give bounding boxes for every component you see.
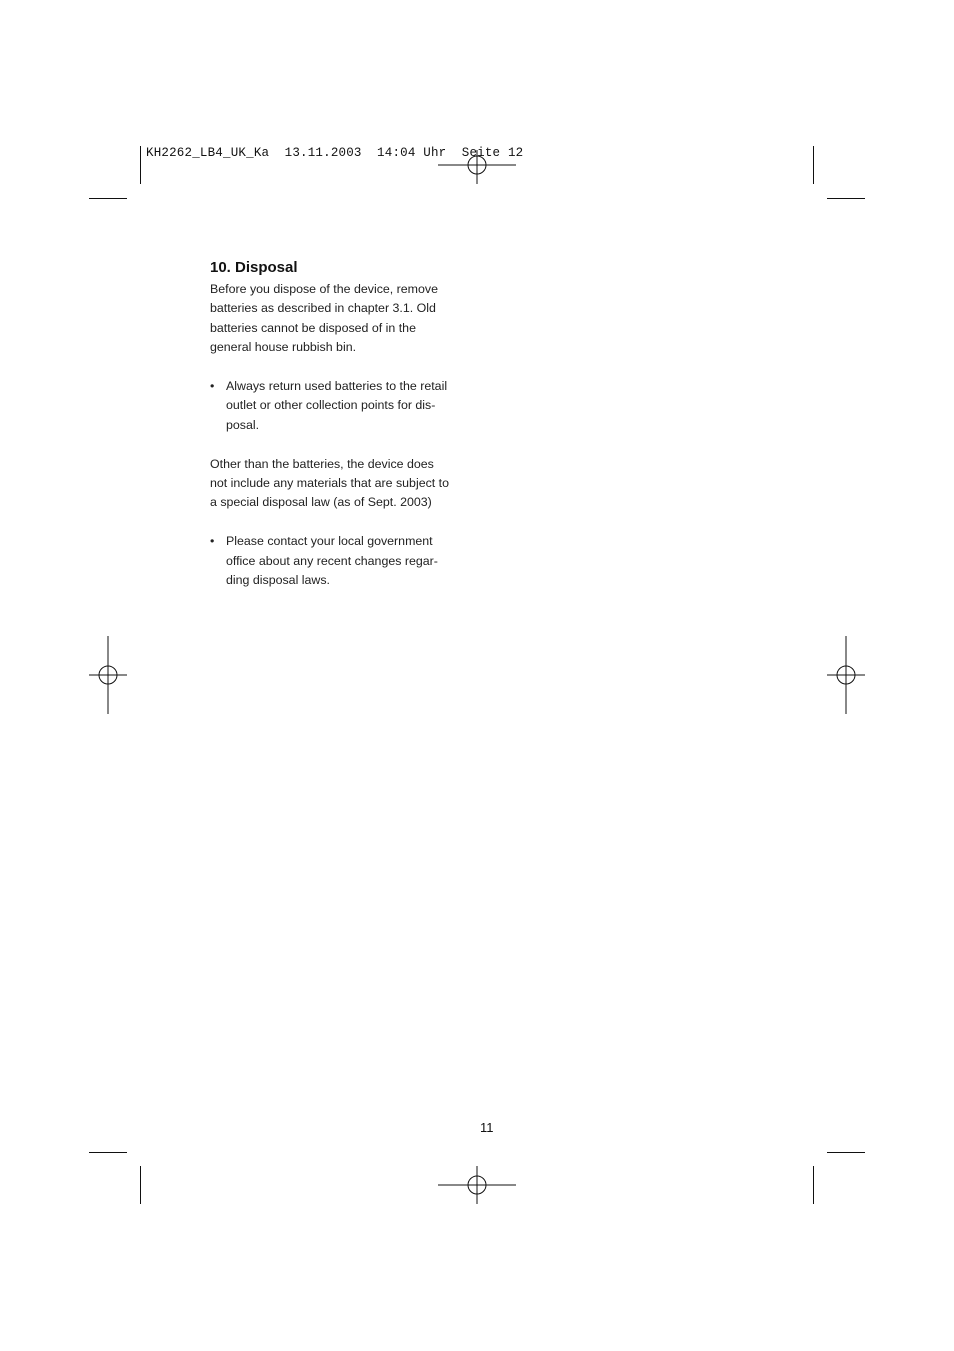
materials-line: Other than the batteries, the device does [210, 456, 434, 471]
intro-line: Before you dispose of the device, remove [210, 282, 438, 296]
bullet-item-return-batteries [210, 377, 472, 435]
section-heading: 10. Disposal [210, 259, 298, 276]
bullet-dot-icon: • [210, 379, 215, 394]
bullet-line: posal. [226, 417, 260, 432]
bullet-line: outlet or other collection points for dis- [226, 398, 436, 413]
bullet-line: Always return used batteries to the retail [226, 379, 448, 394]
intro-line: batteries cannot be disposed of in the [210, 320, 416, 335]
registration-mark-right [827, 636, 865, 714]
disposal-section [210, 258, 472, 590]
registration-mark-bottom [438, 1166, 516, 1204]
intro-line: batteries as described in chapter 3.1. Old [210, 301, 436, 316]
bullet-text [226, 377, 472, 435]
print-slug: KH2262_LB4_UK_Ka 13.11.2003 14:04 Uhr Seite 12 [146, 146, 524, 160]
bullet-line: ding disposal laws. [226, 573, 331, 588]
intro-line: general house rubbish bin. [210, 340, 357, 355]
bullet-text [226, 532, 472, 590]
materials-paragraph [210, 455, 472, 513]
registration-mark-left [89, 636, 127, 714]
page-number: 11 [480, 1120, 494, 1135]
bullet-item-contact-office [210, 532, 472, 590]
bullet-line: Please contact your local government [226, 534, 433, 549]
materials-line: a special disposal law (as of Sept. 2003) [210, 495, 432, 510]
bullet-dot-icon: • [210, 534, 215, 549]
intro-paragraph [210, 280, 472, 358]
bullet-line: office about any recent changes regar- [226, 553, 438, 568]
materials-line: not include any materials that are subject to [210, 476, 449, 491]
